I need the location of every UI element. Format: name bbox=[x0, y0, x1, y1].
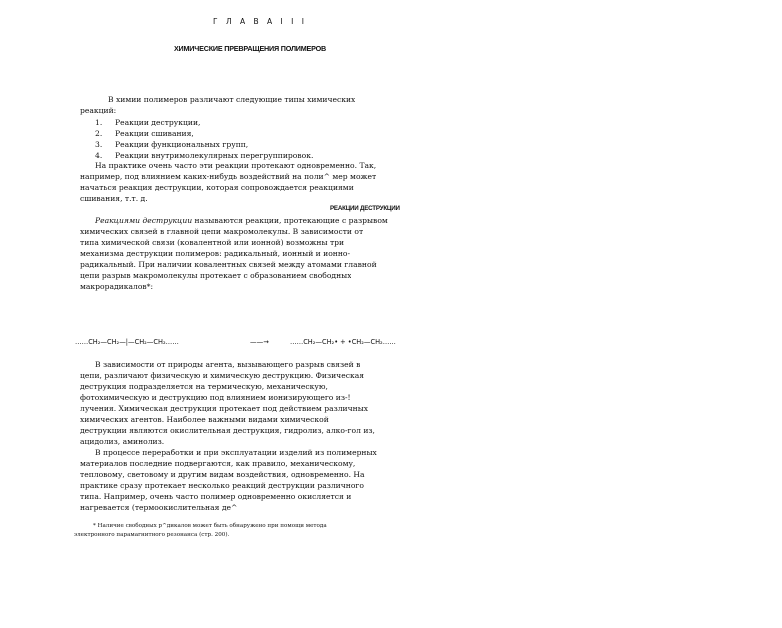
reaction-arrow: ——→ bbox=[250, 338, 269, 346]
footnote-line: * Наличие свободных р^дикалов может быть обнаружено при помощи метода bbox=[93, 523, 327, 529]
paragraph-line: механизма деструкции полимеров: радикальный, ионный и ионно- bbox=[80, 249, 351, 258]
term-italic: Реакциями деструкции bbox=[95, 216, 193, 225]
intro-line: реакций: bbox=[80, 106, 117, 115]
intro-line: В химии полимеров различают следующие типы химических bbox=[108, 95, 356, 104]
paragraph-line: химических агентов. Наиболее важными видами химической bbox=[80, 415, 329, 424]
paragraph-line: макрорадикалов*: bbox=[80, 282, 154, 291]
list-item: Реакции сшивания, bbox=[115, 129, 194, 138]
footnote-line: электронного парамагнитного резонанса (стр. 200). bbox=[74, 532, 230, 538]
paragraph-line: практике сразу протекает несколько реакций деструкции различного bbox=[80, 481, 364, 490]
list-number: 4. bbox=[95, 151, 103, 160]
list-item: Реакции функциональных групп, bbox=[115, 140, 249, 149]
list-number: 1. bbox=[95, 118, 103, 127]
paragraph-line: начаться реакция деструкции, которая сопровождается реакциями bbox=[80, 183, 354, 192]
paragraph-line: материалов последние подвергаются, как правило, механическому, bbox=[80, 459, 356, 468]
list-number: 2. bbox=[95, 129, 103, 138]
paragraph-line: цепи, различают физическую и химическую деструкцию. Физическая bbox=[80, 371, 365, 380]
paragraph-line: типа. Например, очень часто полимер одновременно окисляется и bbox=[80, 492, 352, 501]
paragraph-line: тепловому, световому и другим видам воздействия, одновременно. На bbox=[80, 470, 365, 479]
paragraph-line: цепи разрыв макромолекулы протекает с образованием свободных bbox=[80, 271, 352, 280]
chapter-title: ХИМИЧЕСКИЕ ПРЕВРАЩЕНИЯ ПОЛИМЕРОВ bbox=[173, 44, 327, 53]
paragraph-line bbox=[95, 216, 388, 226]
list-item: Реакции деструкции, bbox=[115, 118, 201, 127]
paragraph-line: типа химической связи (ковалентной или ионной) возможны три bbox=[80, 238, 345, 247]
paragraph-line: например, под влиянием каких-нибудь воздействий на поли^ мер может bbox=[80, 172, 377, 181]
paragraph-line: На практике очень часто эти реакции протекают одновременно. Так, bbox=[95, 161, 377, 170]
paragraph-line: деструкции являются окислительная деструкция, гидролиз, алко-гол из, bbox=[80, 426, 375, 435]
paragraph-line: химических связей в главной цепи макромолекулы. В зависимости от bbox=[80, 227, 364, 236]
chapter-heading: Г Л А В А I I I bbox=[213, 17, 307, 26]
paragraph-line: деструкция подразделяется на термическую, механическую, bbox=[80, 382, 328, 391]
paragraph-line: нагревается (термоокислительная де^ bbox=[80, 503, 238, 512]
paragraph-line: В зависимости от природы агента, вызывающего разрыв связей в bbox=[95, 360, 361, 369]
list-number: 3. bbox=[95, 140, 103, 149]
paragraph-line: лучения. Химическая деструкция протекает под действием различных bbox=[80, 404, 369, 413]
paragraph-line: сшивания, т.т. д. bbox=[80, 194, 148, 203]
equation-right: ……CH₂—CH₂• + •CH₂—CH₂…… bbox=[290, 338, 396, 346]
equation-left: ……CH₂—CH₂—|—CH₂—CH₂…… bbox=[75, 338, 179, 346]
paragraph-text: называются реакции, протекающие с разрывом bbox=[192, 216, 388, 225]
paragraph-line: В процессе переработки и при эксплуатации изделий из полимерных bbox=[95, 448, 377, 457]
paragraph-line: радикальный. При наличии ковалентных связей между атомами главной bbox=[80, 260, 377, 269]
paragraph-line: фотохимическую и деструкцию под влиянием ионизирующего из-! bbox=[80, 393, 351, 402]
list-item: Реакции внутримолекулярных перегруппировок. bbox=[115, 151, 314, 160]
section-heading: РЕАКЦИИ ДЕСТРУКЦИИ bbox=[330, 205, 400, 212]
paragraph-line: ацидолиз, аминолиз. bbox=[80, 437, 165, 446]
